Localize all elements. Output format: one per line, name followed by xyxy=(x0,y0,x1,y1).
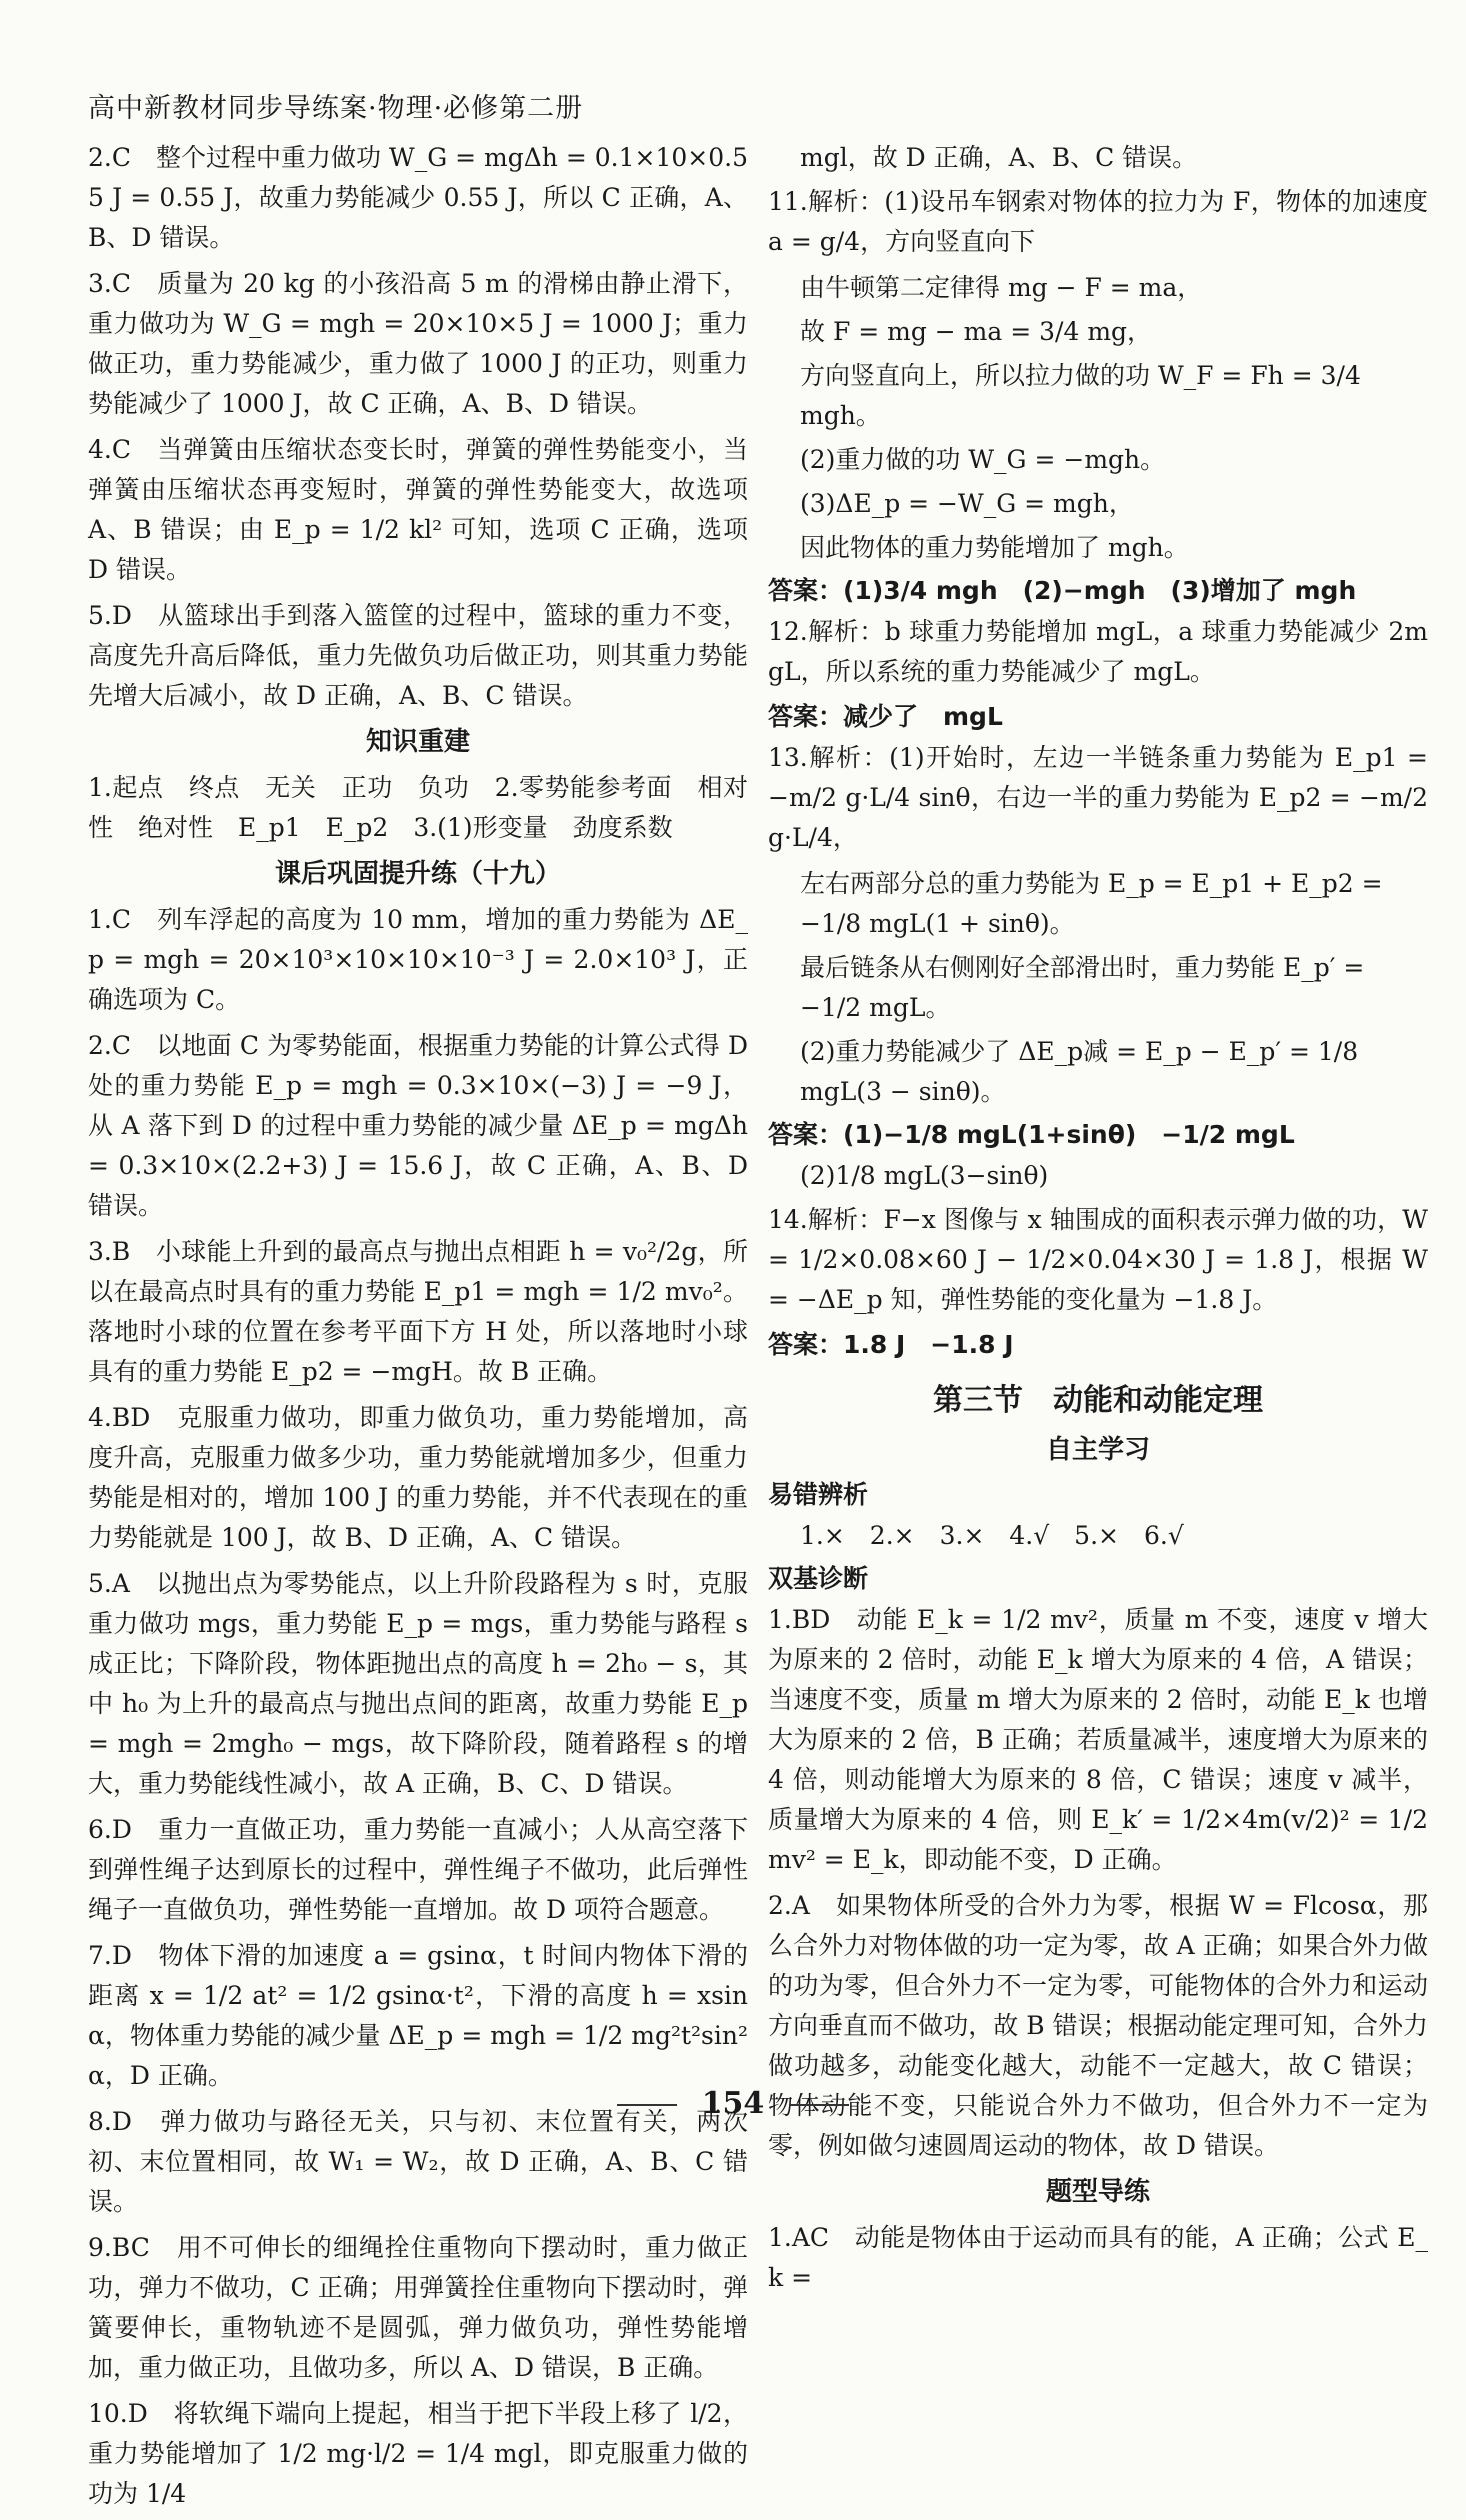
answer-result: 答案：减少了 mgL xyxy=(768,702,1003,731)
answer-paragraph: 5.D 从篮球出手到落入篮筐的过程中，篮球的重力不变，高度先升高后降低，重力先做负功后做正功，则其重力势能先增大后减小，故 D 正确，A、B、C 错误。 xyxy=(88,601,748,710)
answer-line: 方向竖直向上，所以拉力做的功 W_F = Fh = 3/4 mgh。 xyxy=(800,361,1361,430)
answer-paragraph: 3.B 小球能上升到的最高点与抛出点相距 h = v₀²/2g，所以在最高点时具有的重力势能 E_p1 = mgh = 1/2 mv₀²。落地时小球的位置在参考平面下方 H 处，所以落地时小球具有的重力势能 E_p2 = −mgH。故 B 正确。 xyxy=(88,1237,748,1386)
answer-line: 1.× 2.× 3.× 4.√ 5.× 6.√ xyxy=(800,1521,1184,1550)
answer-paragraph: 9.BC 用不可伸长的细绳拴住重物向下摆动时，重力做正功，弹力不做功，C 正确；用弹簧拴住重物向下摆动时，弹簧要伸长，重物轨迹不是圆弧，弹力做负功，弹性势能增加，重力做正功，且做功多，所以 A、D 错误，B 正确。 xyxy=(88,2233,748,2382)
left-column xyxy=(88,138,748,2520)
answer-paragraph: 2.A 如果物体所受的合外力为零，根据 W = Flcosα，那么合外力对物体做的功一定为零，故 A 正确；如果合外力做的功为零，但合外力不一定为零，可能物体的合外力和运动方向垂直而不做功，故 B 错误；根据动能定理可知，合外力做功越多，动能变化越大，动能不一定越大，故 C 错误；物体动能不变，只能说合外力不做功，但合外力不一定为零，例如做匀速圆周运动的物体，故 D 错误。 xyxy=(768,1891,1428,2160)
answer-paragraph: 1.C 列车浮起的高度为 10 mm，增加的重力势能为 ΔE_p = mgh = 20×10³×10×10×10⁻³ J = 2.0×10³ J，正确选项为 C。 xyxy=(88,905,748,1014)
section-heading: 自主学习 xyxy=(1045,1435,1150,1465)
answer-paragraph: 14.解析：F−x 图像与 x 轴围成的面积表示弹力做的功，W = 1/2×0.08×60 J − 1/2×0.04×30 J = 1.8 J，根据 W = −ΔE_p 知，弹性势能的变化量为 −1.8 J。 xyxy=(768,1205,1428,1314)
answer-line: 因此物体的重力势能增加了 mgh。 xyxy=(800,533,1189,562)
answer-paragraph: 6.D 重力一直做正功，重力势能一直减小；人从高空落下到弹性绳子达到原长的过程中，弹性绳子不做功，此后弹性绳子一直做负功，弹性势能一直增加。故 D 项符合题意。 xyxy=(88,1815,748,1924)
answer-paragraph: 12.解析：b 球重力势能增加 mgL，a 球重力势能减少 2mgL，所以系统的重力势能减少了 mgL。 xyxy=(768,617,1428,686)
answer-paragraph: 3.C 质量为 20 kg 的小孩沿高 5 m 的滑梯由静止滑下，重力做功为 W_G = mgh = 20×10×5 J = 1000 J；重力做正功，重力势能减少，重力做了 1000 J 的正功，则重力势能减少了 1000 J，故 C 正确，A、B、D 错误。 xyxy=(88,269,748,418)
answer-line: (3)ΔE_p = −W_G = mgh， xyxy=(800,489,1134,518)
answer-paragraph: 2.C 整个过程中重力做功 W_G = mgΔh = 0.1×10×0.55 J = 0.55 J，故重力势能减少 0.55 J，所以 C 正确，A、B、D 错误。 xyxy=(88,143,748,252)
answer-paragraph: 10.D 将软绳下端向上提起，相当于把下半段上移了 l/2，重力势能增加了 1/2 mg·l/2 = 1/4 mgl，即克服重力做的功为 1/4 xyxy=(88,2399,748,2508)
answer-paragraph: 4.C 当弹簧由压缩状态变长时，弹簧的弹性势能变小，当弹簧由压缩状态再变短时，弹簧的弹性势能变大，故选项 A、B 错误；由 E_p = 1/2 kl² 可知，选项 C 正确，选项 D 错误。 xyxy=(88,435,748,584)
answer-paragraph: 11.解析：(1)设吊车钢索对物体的拉力为 F，物体的加速度 a = g/4，方向竖直向下 xyxy=(768,187,1428,256)
running-header: 高中新教材同步导练案·物理·必修第二册 xyxy=(88,93,584,124)
answer-paragraph: 1.BD 动能 E_k = 1/2 mv²，质量 m 不变，速度 v 增大为原来的 2 倍时，动能 E_k 增大为原来的 4 倍，A 错误；当速度不变，质量 m 增大为原来的 2 倍时，动能 E_k 也增大为原来的 2 倍，B 正确；若质量减半，速度增大为原来的 4 倍，则动能增大为原来的 8 倍，C 错误；速度 v 减半，质量增大为原来的 4 倍，则 E_k′ = 1/2×4m(v/2)² = 1/2 mv² = E_k，即动能不变，D 正确。 xyxy=(768,1605,1428,1874)
answer-paragraph: 1.AC 动能是物体由于运动而具有的能，A 正确；公式 E_k = xyxy=(768,2223,1428,2292)
footer-dash xyxy=(617,2104,677,2106)
answer-line: 由牛顿第二定律得 mg − F = ma， xyxy=(800,273,1203,302)
answer-line: (2)重力做的功 W_G = −mgh。 xyxy=(800,445,1166,474)
section-heading: 题型导练 xyxy=(1045,2177,1150,2207)
answer-line: mgl，故 D 正确，A、B、C 错误。 xyxy=(800,143,1198,172)
answer-line: 左右两部分总的重力势能为 E_p = E_p1 + E_p2 = −1/8 mgL(1 + sinθ)。 xyxy=(800,869,1383,938)
answer-result: 答案：1.8 J −1.8 J xyxy=(768,1330,1014,1359)
right-column xyxy=(768,138,1428,2304)
section-heading: 知识重建 xyxy=(365,727,470,757)
answer-result: 答案：(1)−1/8 mgL(1+sinθ) −1/2 mgL xyxy=(768,1120,1295,1149)
answer-line: (2)重力势能减少了 ΔE_p减 = E_p − E_p′ = 1/8 mgL(3 − sinθ)。 xyxy=(800,1037,1359,1106)
answer-line: (2)1/8 mgL(3−sinθ) xyxy=(800,1161,1049,1190)
answer-line: 最后链条从右侧刚好全部滑出时，重力势能 E_p′ = −1/2 mgL。 xyxy=(800,953,1365,1022)
subsection-label: 易错辨析 xyxy=(768,1480,869,1509)
answer-paragraph: 4.BD 克服重力做功，即重力做负功，重力势能增加，高度升高，克服重力做多少功，重力势能就增加多少，但重力势能是相对的，增加 100 J 的重力势能，并不代表现在的重力势能就是 100 J，故 B、D 正确，A、C 错误。 xyxy=(88,1403,748,1552)
answer-paragraph: 13.解析：(1)开始时，左边一半链条重力势能为 E_p1 = −m/2 g·L/4 sinθ，右边一半的重力势能为 E_p2 = −m/2 g·L/4， xyxy=(768,743,1428,852)
answer-paragraph: 1.起点 终点 无关 正功 负功 2.零势能参考面 相对性 绝对性 E_p1 E_p2 3.(1)形变量 劲度系数 xyxy=(88,773,748,842)
section-heading: 课后巩固提升练（十九） xyxy=(274,859,561,889)
chapter-title: 第三节 动能和动能定理 xyxy=(933,1383,1263,1418)
page-number: 154 xyxy=(701,2086,765,2121)
footer-dash xyxy=(789,2104,849,2106)
subsection-label: 双基诊断 xyxy=(768,1564,869,1593)
answer-paragraph: 2.C 以地面 C 为零势能面，根据重力势能的计算公式得 D 处的重力势能 E_p = mgh = 0.3×10×(−3) J = −9 J，从 A 落下到 D 的过程中重力势能的减少量 ΔE_p = mgΔh = 0.3×10×(2.2+3) J = 15.6 J，故 C 正确，A、B、D 错误。 xyxy=(88,1031,748,1220)
answer-paragraph: 8.D 弹力做功与路径无关，只与初、末位置有关，两次初、末位置相同，故 W₁ = W₂，故 D 正确，A、B、C 错误。 xyxy=(88,2107,748,2216)
answer-line: 故 F = mg − ma = 3/4 mg， xyxy=(800,317,1153,346)
answer-paragraph: 7.D 物体下滑的加速度 a = gsinα，t 时间内物体下滑的距离 x = 1/2 at² = 1/2 gsinα·t²，下滑的高度 h = xsinα，物体重力势能的减少量 ΔE_p = mgh = 1/2 mg²t²sin²α，D 正确。 xyxy=(88,1941,748,2090)
page-footer xyxy=(0,2086,1466,2121)
answer-result: 答案：(1)3/4 mgh (2)−mgh (3)增加了 mgh xyxy=(768,576,1357,605)
answer-paragraph: 5.A 以抛出点为零势能点，以上升阶段路程为 s 时，克服重力做功 mgs，重力势能 E_p = mgs，重力势能与路程 s 成正比；下降阶段，物体距抛出点的高度 h = 2h₀ − s，其中 h₀ 为上升的最高点与抛出点间的距离，故重力势能 E_p = mgh = 2mgh₀ − mgs，故下降阶段，随着路程 s 的增大，重力势能线性减小，故 A 正确，B、C、D 错误。 xyxy=(88,1569,748,1798)
